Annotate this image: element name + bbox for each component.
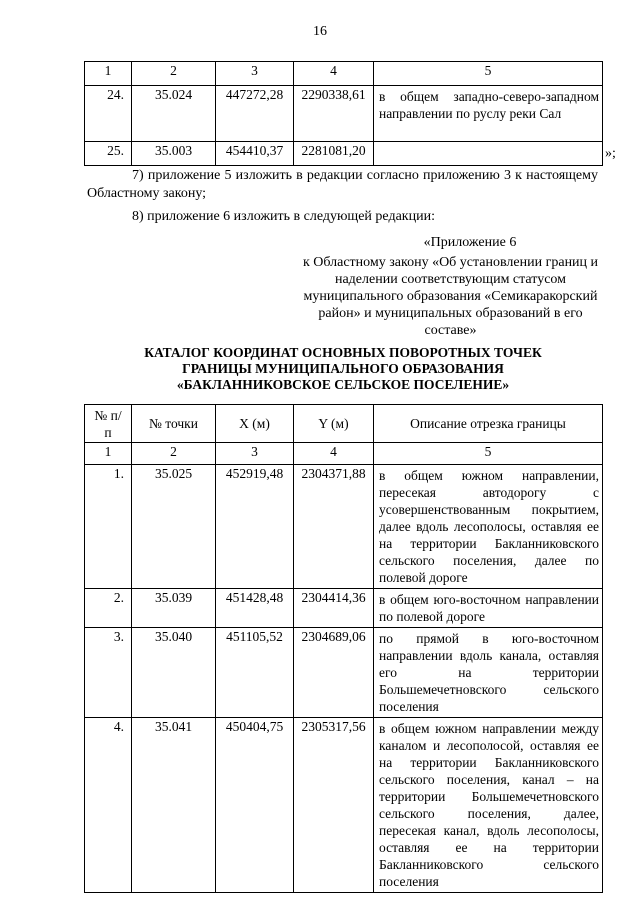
column-number-row bbox=[85, 62, 603, 86]
point-number: 35.003 bbox=[132, 142, 216, 166]
catalog-title bbox=[84, 345, 602, 393]
row-number: 3. bbox=[85, 628, 132, 718]
continuation-table bbox=[84, 61, 603, 166]
x-coordinate: 452919,48 bbox=[216, 465, 294, 589]
point-number: 35.041 bbox=[132, 718, 216, 893]
y-coordinate: 2281081,20 bbox=[294, 142, 374, 166]
header-row bbox=[85, 405, 603, 443]
y-coordinate: 2304371,88 bbox=[294, 465, 374, 589]
table-row bbox=[85, 718, 603, 893]
point-number: 35.040 bbox=[132, 628, 216, 718]
col-number-5: 5 bbox=[374, 62, 603, 86]
paragraph-7: 7) приложение 5 изложить в редакции согласно приложению 3 к настоящему Областному закону; bbox=[87, 168, 598, 201]
row-number: 4. bbox=[85, 718, 132, 893]
page-number: 16 bbox=[313, 24, 327, 39]
y-coordinate: 2305317,56 bbox=[294, 718, 374, 893]
header-y: Y (м) bbox=[294, 405, 374, 443]
point-number: 35.039 bbox=[132, 589, 216, 628]
closing-quote: »; bbox=[605, 146, 616, 161]
col-number-2: 2 bbox=[132, 62, 216, 86]
segment-description: в общем южном направлении, пересекая автодорогу с усовершенствованным покрытием, далее вдоль лесополосы, оставляя ее на территории Бакланниковского сельского поселения, далее по полевой дороге bbox=[374, 465, 603, 589]
segment-description: по прямой в юго-восточном направлении вдоль канала, оставляя его на территории Большемечетновского сельского поселения bbox=[374, 628, 603, 718]
col-number-5: 5 bbox=[374, 443, 603, 465]
coordinates-table bbox=[84, 404, 603, 893]
segment-description: в общем южном направлении между каналом и лесополосой, оставляя ее на территории Бакланниковского сельского поселения, канал – на территории Большемечетновского сельского поселения, далее, пересекая канал, вдоль лесополосы, оставляя ее на территории Бакланниковского сельского поселения bbox=[374, 718, 603, 893]
col-number-2: 2 bbox=[132, 443, 216, 465]
col-number-4: 4 bbox=[294, 62, 374, 86]
paragraph-8: 8) приложение 6 изложить в следующей редакции: bbox=[132, 209, 435, 224]
table-row bbox=[85, 86, 603, 142]
catalog-title-line-3: «БАКЛАННИКОВСКОЕ СЕЛЬСКОЕ ПОСЕЛЕНИЕ» bbox=[176, 377, 510, 392]
y-coordinate: 2304414,36 bbox=[294, 589, 374, 628]
y-coordinate: 2304689,06 bbox=[294, 628, 374, 718]
col-number-1: 1 bbox=[85, 443, 132, 465]
appendix-title: «Приложение 6 bbox=[423, 235, 517, 250]
x-coordinate: 447272,28 bbox=[216, 86, 294, 142]
header-point-number: № точки bbox=[132, 405, 216, 443]
col-number-3: 3 bbox=[216, 62, 294, 86]
catalog-title-line-2: ГРАНИЦЫ МУНИЦИПАЛЬНОГО ОБРАЗОВАНИЯ bbox=[182, 361, 504, 376]
row-number: 2. bbox=[85, 589, 132, 628]
segment-description: в общем юго-восточном направлении по полевой дороге bbox=[374, 589, 603, 628]
x-coordinate: 450404,75 bbox=[216, 718, 294, 893]
table-row bbox=[85, 628, 603, 718]
header-description: Описание отрезка границы bbox=[374, 405, 603, 443]
y-coordinate: 2290338,61 bbox=[294, 86, 374, 142]
row-number: 1. bbox=[85, 465, 132, 589]
segment-description bbox=[374, 142, 603, 166]
header-row-number: № п/п bbox=[85, 405, 132, 443]
table-row bbox=[85, 465, 603, 589]
col-number-1: 1 bbox=[85, 62, 132, 86]
x-coordinate: 451105,52 bbox=[216, 628, 294, 718]
table-row bbox=[85, 142, 603, 166]
x-coordinate: 451428,48 bbox=[216, 589, 294, 628]
point-number: 35.025 bbox=[132, 465, 216, 589]
x-coordinate: 454410,37 bbox=[216, 142, 294, 166]
col-number-3: 3 bbox=[216, 443, 294, 465]
header-x: X (м) bbox=[216, 405, 294, 443]
appendix-subtitle: к Областному закону «Об установлении границ и наделении соответствующим статусом муниципального образования «Семикаракорский район» и муниципальных образований в его составе» bbox=[302, 255, 599, 338]
column-number-row bbox=[85, 443, 603, 465]
row-number: 25. bbox=[85, 142, 132, 166]
row-number: 24. bbox=[85, 86, 132, 142]
table-row bbox=[85, 589, 603, 628]
col-number-4: 4 bbox=[294, 443, 374, 465]
point-number: 35.024 bbox=[132, 86, 216, 142]
segment-description: в общем западно-северо-западном направлении по руслу реки Сал bbox=[374, 86, 603, 142]
catalog-title-line-1: КАТАЛОГ КООРДИНАТ ОСНОВНЫХ ПОВОРОТНЫХ ТОЧЕК bbox=[144, 345, 542, 360]
